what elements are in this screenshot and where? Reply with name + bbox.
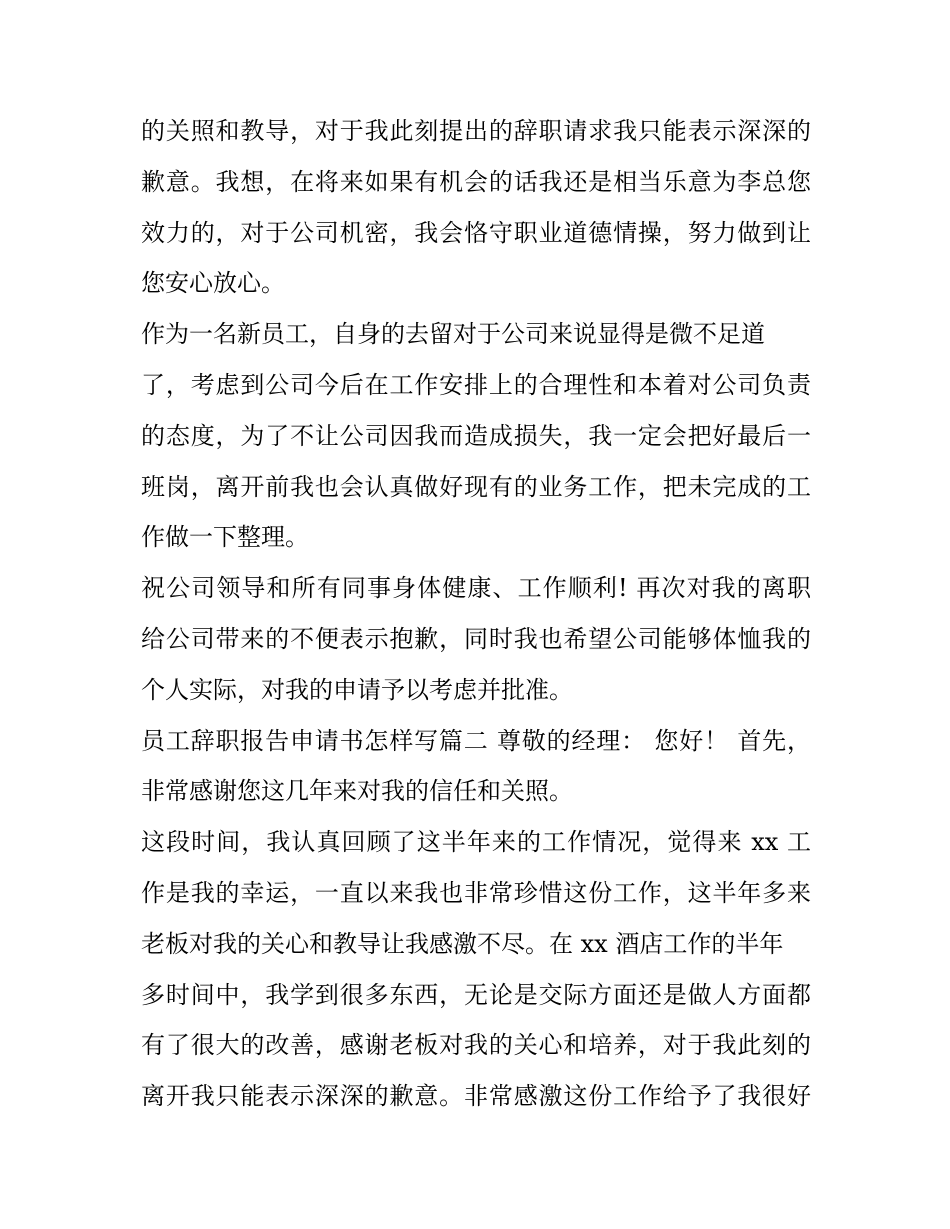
- text-line: 效力的，对于公司机密，我会恪守职业道德情操，努力做到让: [141, 218, 811, 247]
- text-line: 多时间中，我学到很多东西，无论是交际方面还是做人方面都: [141, 980, 811, 1009]
- text-line: 作为一名新员工，自身的去留对于公司来说显得是微不足道: [141, 320, 765, 349]
- text-line: 离开我只能表示深深的歉意。非常感激这份工作给予了我很好: [141, 1082, 811, 1111]
- document-body: [141, 106, 811, 1122]
- text-line: 给公司带来的不便表示抱歉，同时我也希望公司能够体恤我的: [141, 624, 811, 653]
- text-line: 的关照和教导，对于我此刻提出的辞职请求我只能表示深深的: [141, 117, 811, 145]
- text-line: 歉意。我想，在将来如果有机会的话我还是相当乐意为李总您: [141, 167, 811, 196]
- text-line: 祝公司领导和所有同事身体健康、工作顺利! 再次对我的离职: [141, 574, 811, 603]
- text-line: 非常感谢您这几年来对我的信任和关照。: [141, 777, 573, 806]
- text-line: 班岗，离开前我也会认真做好现有的业务工作，把未完成的工: [141, 472, 811, 501]
- text-line: 作做一下整理。: [141, 523, 309, 552]
- text-line: 的态度，为了不让公司因我而造成损失，我一定会把好最后一: [141, 421, 811, 450]
- text-line: 作是我的幸运，一直以来我也非常珍惜这份工作，这半年多来: [141, 878, 811, 907]
- text-line: 您安心放心。: [141, 269, 285, 298]
- text-line: 了，考虑到公司今后在工作安排上的合理性和本着对公司负责: [141, 370, 811, 399]
- text-line: 个人实际，对我的申请予以考虑并批准。: [141, 675, 573, 704]
- text-line: 员工辞职报告申请书怎样写篇二 尊敬的经理： 您好！ 首先，: [141, 726, 811, 755]
- text-line: 老板对我的关心和教导让我感激不尽。在 xx 酒店工作的半年: [141, 929, 784, 958]
- text-line: 有了很大的改善，感谢老板对我的关心和培养，对于我此刻的: [141, 1031, 811, 1060]
- text-line: 这段时间，我认真回顾了这半年来的工作情况，觉得来 xx 工: [141, 828, 811, 857]
